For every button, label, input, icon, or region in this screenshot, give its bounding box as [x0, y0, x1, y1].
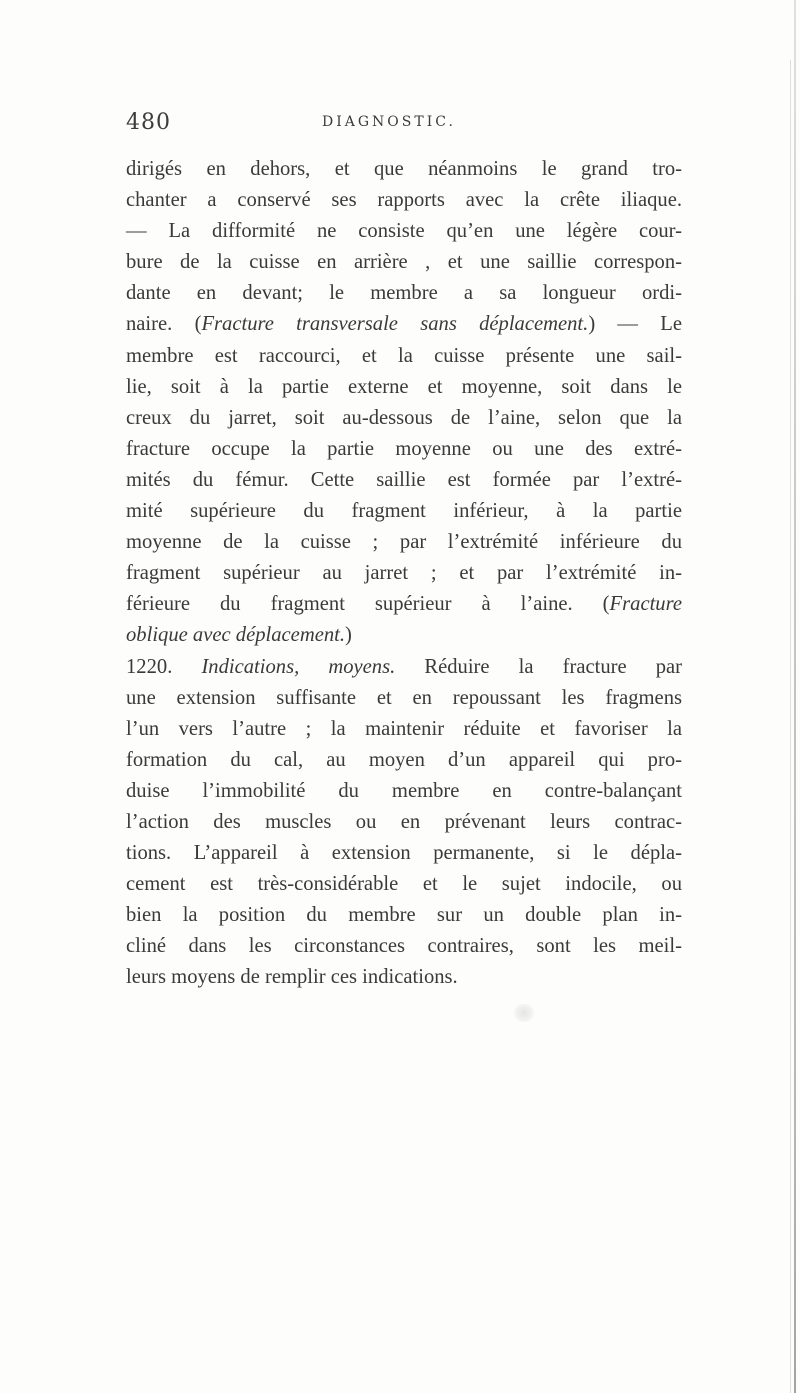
text-segment: fragment supérieur au jarret ; et par l’extrémité in- — [126, 562, 682, 585]
text-segment: creux du jarret, soit au-dessous de l’aine, selon que la — [126, 406, 682, 429]
text-line — [126, 589, 682, 620]
ink-smudge — [514, 1004, 534, 1022]
text-line — [126, 620, 682, 651]
text-line — [126, 434, 682, 465]
body-text — [126, 154, 682, 994]
text-segment: 1220. — [126, 655, 202, 678]
text-line — [126, 683, 682, 714]
text-segment: Réduire la fracture par — [395, 655, 683, 678]
text-line — [126, 807, 682, 838]
text-segment: leurs moyens de remplir ces indications. — [126, 966, 458, 989]
text-line — [126, 931, 682, 962]
page-edge-shadow — [794, 0, 796, 1393]
text-line — [126, 496, 682, 527]
text-segment: bien la position du membre sur un double plan in- — [126, 904, 682, 927]
italic-text: Fracture transversale sans déplacement. — [201, 313, 589, 336]
text-line — [126, 527, 682, 558]
text-line — [126, 403, 682, 434]
italic-text: Fracture — [609, 593, 682, 616]
text-segment: l’un vers l’autre ; la maintenir réduite et favoriser la — [126, 717, 682, 740]
text-line — [126, 745, 682, 776]
text-segment: fracture occupe la partie moyenne ou une des extré- — [126, 437, 682, 460]
text-segment: chanter a conservé ses rapports avec la crête iliaque. — [126, 189, 682, 212]
text-line — [126, 776, 682, 807]
text-line — [126, 465, 682, 496]
page-header — [126, 110, 686, 146]
text-segment: tions. L’appareil à extension permanente, si le dépla- — [126, 842, 682, 865]
text-line — [126, 962, 682, 993]
text-line — [126, 652, 682, 683]
text-line — [126, 558, 682, 589]
text-segment: cement est très-considérable et le sujet indocile, ou — [126, 873, 682, 896]
text-line — [126, 869, 682, 900]
text-segment: duise l’immobilité du membre en contre-balançant — [126, 779, 682, 802]
text-segment: mités du fémur. Cette saillie est formée par l’extré- — [126, 468, 682, 491]
text-line — [126, 216, 682, 247]
text-line — [126, 309, 682, 340]
text-line — [126, 714, 682, 745]
text-segment: dirigés en dehors, et que néanmoins le grand tro- — [126, 158, 682, 180]
page-number: 480 — [126, 110, 171, 135]
text-segment: ) — [345, 624, 352, 647]
text-segment: l’action des muscles ou en prévenant leurs contrac- — [126, 810, 682, 833]
page-edge-line — [790, 60, 791, 1393]
text-segment: membre est raccourci, et la cuisse présente une sail- — [126, 344, 682, 367]
italic-text: oblique avec déplacement. — [126, 624, 345, 647]
text-segment: mité supérieure du fragment inférieur, à la partie — [126, 500, 682, 523]
text-segment: — La difformité ne consiste qu’en une légère cour- — [126, 220, 682, 243]
text-segment: lie, soit à la partie externe et moyenne, soit dans le — [126, 375, 682, 398]
text-segment: formation du cal, au moyen d’un appareil qui pro- — [126, 748, 682, 771]
text-line — [126, 372, 682, 403]
text-segment: bure de la cuisse en arrière , et une saillie correspon- — [126, 251, 682, 274]
text-line — [126, 838, 682, 869]
text-segment: férieure du fragment supérieur à l’aine. ( — [126, 593, 610, 616]
italic-text: Indications, moyens. — [201, 655, 396, 678]
text-line — [126, 900, 682, 931]
text-segment: dante en devant; le membre a sa longueur ordi- — [126, 282, 682, 305]
text-line — [126, 154, 682, 185]
text-line — [126, 278, 682, 309]
running-head: DIAGNOSTIC. — [322, 114, 456, 130]
text-line — [126, 341, 682, 372]
text-line — [126, 185, 682, 216]
text-segment: cliné dans les circonstances contraires, sont les meil- — [126, 935, 682, 958]
text-segment: moyenne de la cuisse ; par l’extrémité inférieure du — [126, 531, 682, 554]
text-line — [126, 247, 682, 278]
text-segment: naire. ( — [126, 313, 202, 336]
text-segment: ) — Le — [588, 313, 683, 336]
text-segment: une extension suffisante et en repoussant les fragmens — [126, 686, 682, 709]
